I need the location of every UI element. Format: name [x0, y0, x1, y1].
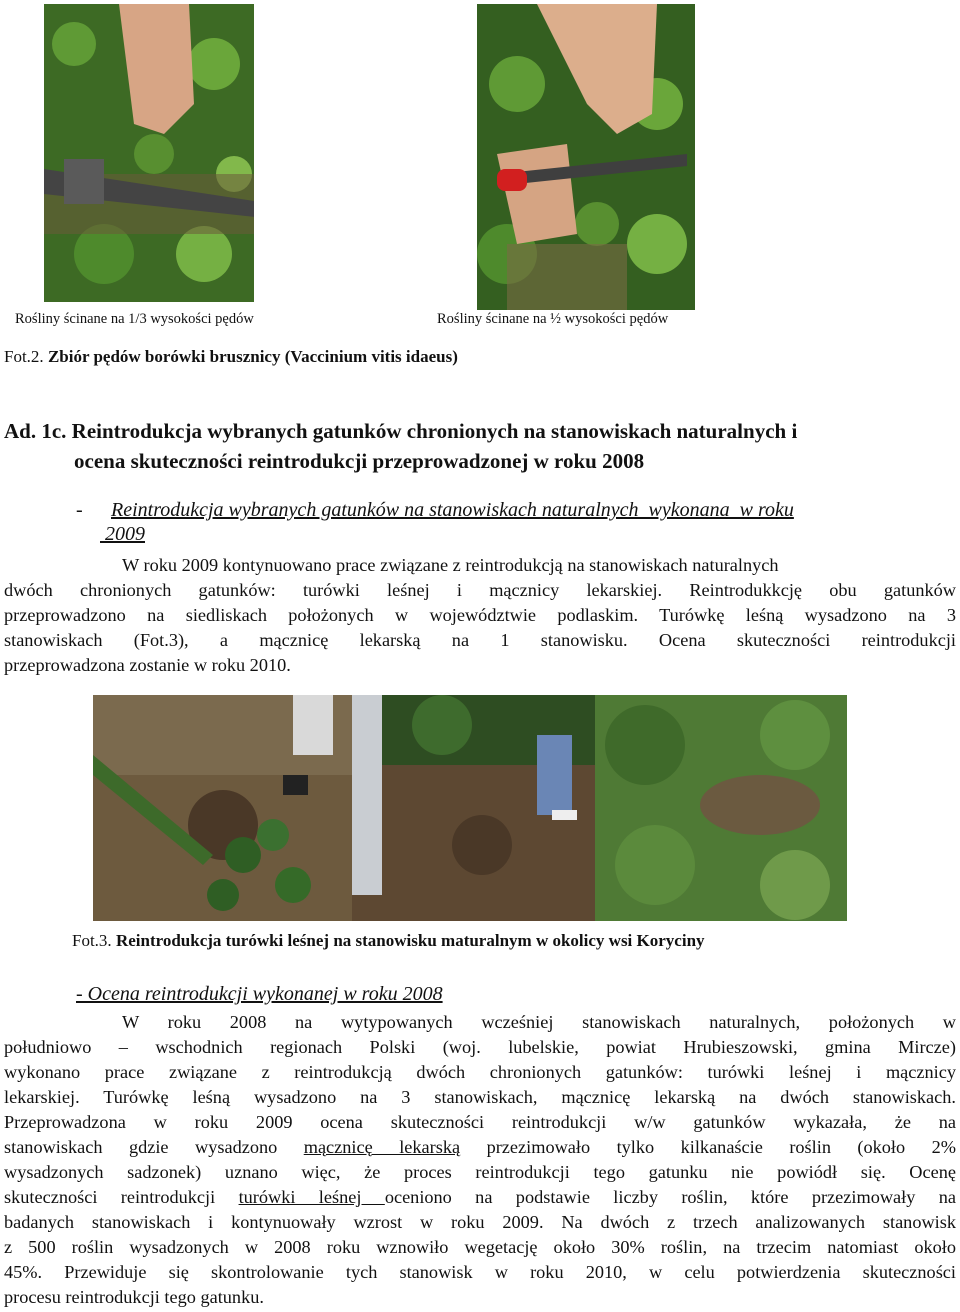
section-heading-line2: ocena skuteczności reintrodukcji przeprowadzonej w roku 2008 — [74, 449, 645, 473]
paragraph-2009-line3: przeprowadzono na siedliskach położonych w województwie podlaskim. Turówkę leśną wysadzono na 3 — [4, 605, 956, 625]
subheading-line2: 2009 — [100, 523, 145, 545]
section-heading-line1: Ad. 1c. Reintrodukcja wybranych gatunków chronionych na stanowiskach naturalnych i — [4, 419, 798, 443]
paragraph-line9: badanych stanowiskach i kontynuowały wzrost w roku 2009. Na dwóch z trzech analizowanych stanowisk — [4, 1212, 956, 1232]
paragraph-2009-line4: stanowiskach (Fot.3), a mącznicę lekarską na 1 stanowisku. Ocena skuteczności reintrodukcji — [4, 630, 956, 650]
section-heading — [4, 416, 797, 476]
line8-part2: oceniono na podstawie liczby roślin, które przezimowały na — [384, 1187, 956, 1207]
subheading-assessment-2008: - Ocena reintrodukcji wykonanej w roku 2008 — [76, 983, 443, 1005]
paragraph-line11: 45%. Przewiduje się skontrolowanie tych stanowisk w roku 2010, w celu potwierdzenia skuteczności — [4, 1262, 956, 1282]
photo-cutting-one-half — [477, 4, 695, 310]
photo-planting-site-3 — [595, 695, 847, 921]
subheading-2009 — [76, 499, 794, 546]
paragraph-line6 — [4, 1135, 956, 1160]
paragraph-2009 — [4, 553, 956, 678]
line8-part1: skuteczności reintrodukcji — [4, 1187, 239, 1207]
paragraph-line12: procesu reintrodukcji tego gatunku. — [4, 1287, 264, 1307]
paragraph-line2: południowo – wschodnich regionach Polski (woj. lubelskie, powiat Hrubieszowski, gmina Mircze) — [4, 1037, 956, 1057]
figure-2-text: Zbiór pędów borówki brusznicy (Vaccinium vitis idaeus) — [47, 347, 458, 366]
paragraph-line4: lekarskiej. Turówkę leśną wysadzono na 3 stanowiskach, mącznicę lekarską na dwóch stanowiskach. — [4, 1087, 956, 1107]
paragraph-2009-line2: dwóch chronionych gatunków: turówki leśnej i mącznicy lekarskiej. Reintrodukkcję obu gatunków — [4, 580, 956, 600]
paragraph-assessment — [4, 1010, 956, 1310]
paragraph-2009-line5: przeprowadzona zostanie w roku 2010. — [4, 655, 291, 675]
paragraph-line7: wysadzonych sadzonek) uznano więc, że proces reintrodukcji tego gatunku nie powiódł się. Ocenę — [4, 1162, 956, 1182]
photo-cutting-one-third — [44, 4, 254, 302]
figure-2-prefix: Fot.2. — [4, 347, 44, 366]
subheading-dash: - — [76, 499, 83, 521]
paragraph-line3: wykonano prace związane z reintrodukcją dwóch chronionych gatunków: turówki leśnej i mącznicy — [4, 1062, 956, 1082]
subheading-line1: Reintrodukcja wybranych gatunków na stanowiskach naturalnych wykonana w roku — [111, 499, 794, 521]
line6-part1: stanowiskach gdzie wysadzono — [4, 1137, 304, 1157]
photo-planting-site-2 — [352, 695, 595, 921]
figure-3-text: Reintrodukcja turówki leśnej na stanowisku maturalnym w okolicy wsi Koryciny — [115, 931, 705, 950]
paragraph-line10: z 500 roślin wysadzonych w 2008 roku wznowiło wegetację około 30% roślin, na trzecim natomiast około — [4, 1237, 956, 1257]
paragraph-line5: Przeprowadzona w roku 2009 ocena skuteczności reintrodukcji w/w gatunków wykazała, że na — [4, 1112, 956, 1132]
line8-underlined: turówki leśnej — [238, 1187, 385, 1207]
figure-2-caption — [4, 347, 458, 367]
figure-3-caption — [72, 931, 705, 951]
paragraph-2009-line1: W roku 2009 kontynuowano prace związane z reintrodukcją na stanowiskach naturalnych — [122, 555, 779, 575]
caption-left-photo: Rośliny ścinane na 1/3 wysokości pędów — [15, 311, 254, 327]
paragraph-line1: W roku 2008 na wytypowanych wcześniej stanowiskach naturalnych, położonych w — [122, 1012, 956, 1032]
line6-underlined: mącznicę lekarską — [303, 1137, 461, 1157]
photo-planting-site-1 — [93, 695, 352, 921]
figure-3-prefix: Fot.3. — [72, 931, 112, 950]
caption-right-photo: Rośliny ścinane na ½ wysokości pędów — [437, 311, 669, 327]
paragraph-line8 — [4, 1185, 956, 1210]
line6-part2: przezimowało tylko kilkanaście roślin (około 2% — [460, 1137, 956, 1157]
